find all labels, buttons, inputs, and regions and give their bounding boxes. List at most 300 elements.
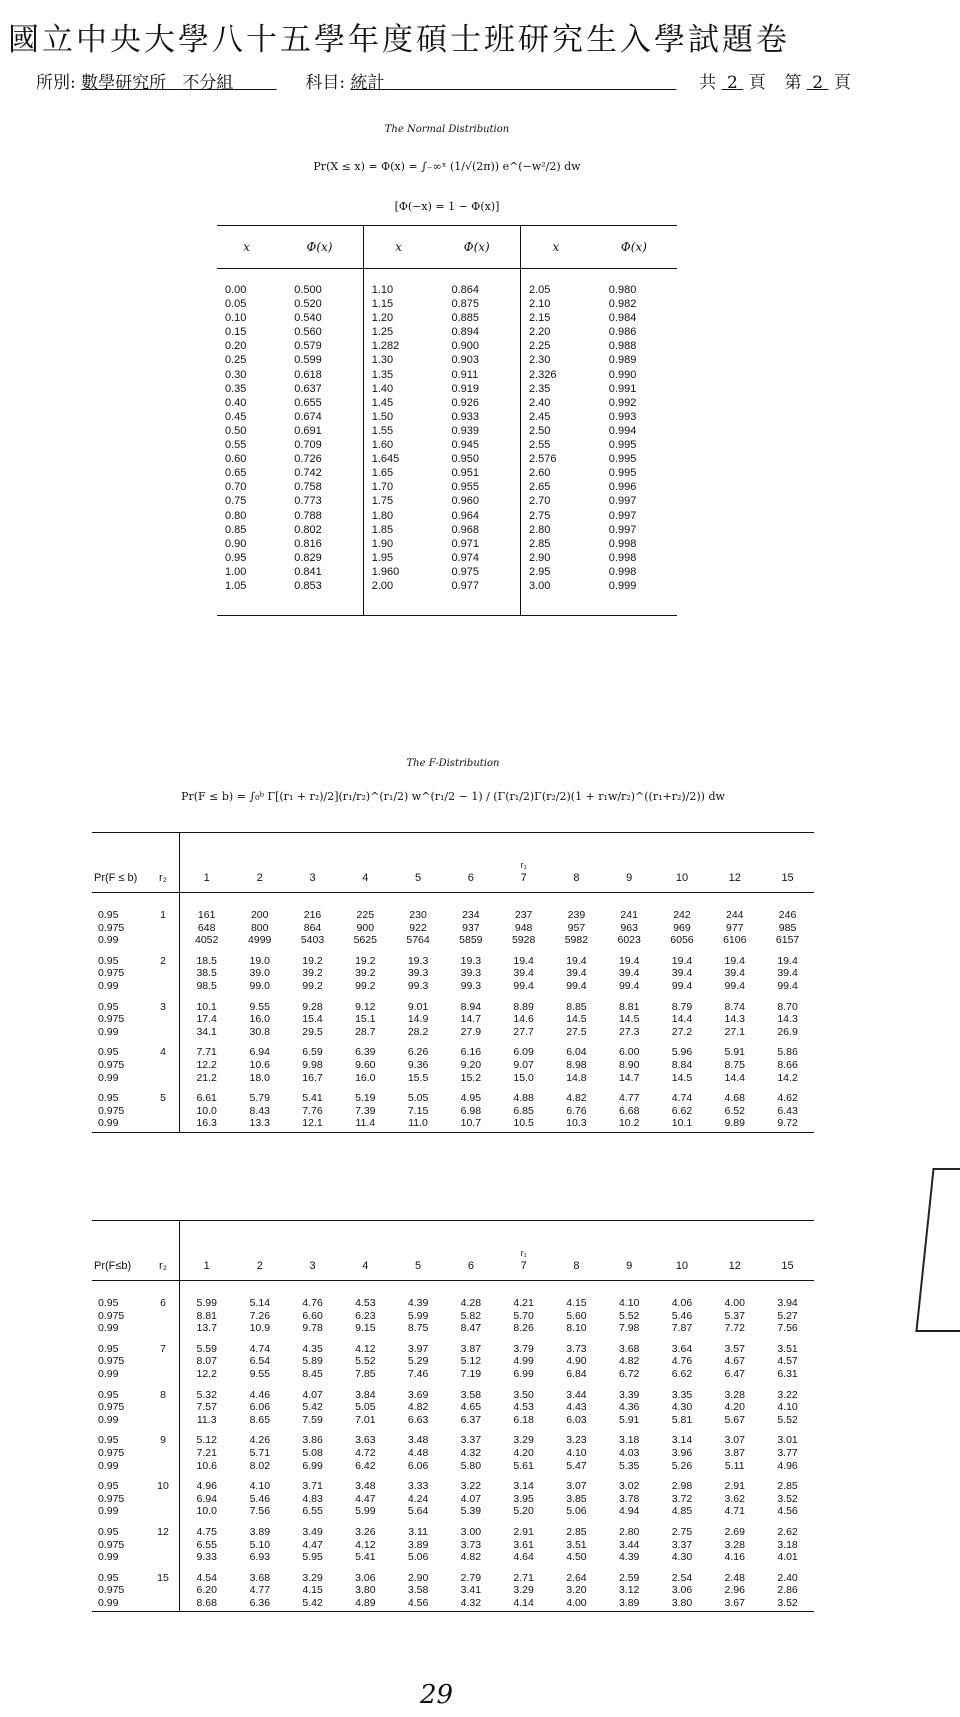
phi-cell: 0.674	[294, 410, 322, 423]
phi-cell: 0.540	[294, 312, 322, 325]
f-value: 8.94	[460, 1000, 482, 1013]
f-value-cell	[339, 1337, 392, 1383]
f-value-cell	[180, 893, 234, 949]
f-value: 7.71	[196, 1046, 217, 1059]
phi-cell: 0.989	[608, 354, 637, 367]
f-value: 5.12	[460, 1355, 482, 1368]
f-value: 5.52	[777, 1413, 798, 1426]
head-r1-value: 9	[626, 1260, 633, 1272]
f-value: 4.54	[196, 1571, 217, 1584]
phi-cell: 0.933	[451, 410, 480, 423]
x-cell: 2.65	[521, 480, 591, 494]
f-value: 8.07	[196, 1355, 217, 1368]
head-r1-col	[603, 1221, 656, 1281]
f-value: 5.19	[355, 1092, 376, 1105]
f-value: 3.37	[460, 1434, 482, 1447]
f-value-cell	[392, 893, 445, 949]
f-block-row	[92, 1474, 814, 1520]
phi-cell: 0.993	[608, 410, 637, 423]
f-value: 3.84	[355, 1388, 376, 1401]
f-value: 10.1	[196, 1000, 217, 1013]
phi-cell: 0.995	[608, 453, 637, 466]
head-r1-col	[761, 833, 814, 893]
f-value: 8.43	[249, 1104, 270, 1117]
f-value: 4.82	[407, 1401, 429, 1414]
head-r1-value: 12	[728, 1260, 741, 1272]
f-value: 4.53	[355, 1297, 376, 1309]
f-value: 8.89	[513, 1000, 534, 1013]
f-value: 2.91	[513, 1525, 534, 1538]
phi-cell: 0.903	[451, 354, 480, 367]
f-value: 7.85	[355, 1367, 376, 1380]
f-value: 4.10	[249, 1480, 271, 1493]
f-value: 19.0	[249, 954, 270, 967]
f-value: 12.2	[196, 1367, 217, 1380]
f-value: 6157	[775, 934, 800, 947]
prob-value: 0.975	[98, 1355, 125, 1368]
f-value: 6.61	[196, 1092, 217, 1105]
stamp-mark	[915, 1168, 960, 1332]
f-value: 39.4	[777, 967, 798, 980]
f-value: 99.3	[407, 979, 429, 992]
f-value: 246	[778, 909, 797, 921]
f-value-cell	[603, 995, 656, 1041]
normal-row	[217, 353, 677, 367]
page-mark: 29	[420, 1680, 454, 1710]
f-value: 39.4	[513, 967, 534, 980]
f-value: 3.29	[513, 1434, 534, 1447]
x-cell: 2.85	[521, 537, 591, 551]
f-value: 8.26	[513, 1322, 534, 1335]
f-value: 7.76	[302, 1104, 323, 1117]
f-value-cell	[497, 1281, 550, 1337]
x-cell: 1.645	[363, 452, 433, 466]
f-value: 3.77	[777, 1446, 798, 1459]
x-cell: 0.10	[225, 312, 247, 325]
f-value: 9.78	[302, 1322, 323, 1335]
f-value-cell	[392, 1566, 445, 1612]
f-value: 6.72	[618, 1367, 640, 1380]
f-value-cell	[392, 1040, 445, 1086]
head-r2: r₂	[147, 1221, 180, 1281]
f-value-cell	[550, 1520, 603, 1566]
x-cell: 2.326	[521, 368, 591, 382]
normal-row	[217, 480, 677, 494]
phi-cell: 0.988	[608, 340, 637, 353]
f-value: 4.46	[249, 1388, 271, 1401]
f-value: 9.20	[460, 1058, 482, 1071]
f-value: 6.39	[355, 1046, 376, 1059]
f-value: 2.54	[671, 1571, 693, 1584]
f-value: 4.32	[460, 1446, 482, 1459]
f-value-cell	[603, 1474, 656, 1520]
f-value: 244	[725, 909, 744, 921]
phi-cell: 0.982	[608, 298, 637, 311]
f-value: 4.12	[355, 1342, 376, 1355]
f-value: 38.5	[196, 967, 217, 980]
prob-cell	[92, 1566, 147, 1612]
f-value: 99.2	[355, 979, 376, 992]
f-value: 6.63	[407, 1413, 429, 1426]
x-cell: 0.60	[225, 453, 247, 466]
f-value: 3.23	[566, 1434, 587, 1447]
phi-cell: 0.894	[451, 326, 480, 339]
phi-cell: 0.816	[294, 537, 322, 550]
head-r1-value: 3	[309, 1260, 316, 1272]
f-value-cell	[708, 1383, 761, 1429]
f-value: 3.22	[460, 1480, 482, 1493]
f-value: 3.89	[249, 1525, 271, 1538]
f-value: 2.40	[777, 1571, 798, 1584]
f-value: 2.80	[618, 1525, 640, 1538]
f-value: 4.28	[460, 1297, 482, 1309]
f-value: 5.29	[407, 1355, 429, 1368]
f-value: 8.81	[196, 1309, 217, 1322]
f-value: 3.86	[302, 1434, 323, 1447]
x-cell: 0.00	[225, 284, 247, 296]
r2-cell: 10	[147, 1474, 180, 1520]
f-value: 5.59	[196, 1342, 217, 1355]
normal-body	[217, 269, 677, 616]
f-value: 4.76	[671, 1355, 693, 1368]
f-value: 8.70	[777, 1000, 798, 1013]
f-value: 9.98	[302, 1058, 323, 1071]
f-value: 3.72	[671, 1492, 693, 1505]
head-r1-col	[392, 1221, 445, 1281]
f-value-cell	[708, 1337, 761, 1383]
f-value: 3.80	[355, 1584, 376, 1597]
phi-cell: 0.996	[608, 481, 637, 494]
prob-cell	[92, 1086, 147, 1132]
f-value: 99.2	[302, 979, 323, 992]
f-block-row	[92, 1281, 814, 1337]
f-value: 3.51	[566, 1538, 587, 1551]
f-value: 900	[356, 921, 375, 934]
normal-row	[217, 339, 677, 353]
f-value: 225	[356, 909, 375, 921]
f-value: 4.30	[671, 1551, 693, 1564]
f-value: 14.5	[671, 1071, 693, 1084]
f-value: 3.28	[724, 1388, 745, 1401]
f-value: 13.3	[249, 1117, 270, 1130]
x-cell: 0.20	[225, 340, 247, 353]
f-value: 4.67	[724, 1355, 745, 1368]
f-value-cell	[603, 1383, 656, 1429]
f-value: 15.2	[460, 1071, 482, 1084]
x-cell: 2.40	[521, 396, 591, 410]
phi-cell: 0.599	[294, 354, 322, 367]
x-cell: 1.35	[363, 368, 433, 382]
f-block-row	[92, 949, 814, 995]
f-value: 39.2	[355, 967, 376, 980]
f-block-row	[92, 1040, 814, 1086]
f-value: 5.99	[407, 1309, 429, 1322]
f-value-cell	[444, 995, 497, 1041]
normal-row	[217, 509, 677, 523]
f-value: 4.15	[566, 1297, 587, 1309]
f-value: 4.72	[355, 1446, 376, 1459]
f-value: 4.99	[513, 1355, 534, 1368]
f-value: 14.4	[724, 1071, 745, 1084]
x-cell: 2.75	[521, 509, 591, 523]
phi-cell: 0.841	[294, 565, 322, 578]
f-value: 34.1	[196, 1025, 217, 1038]
f-value-cell	[339, 1520, 392, 1566]
f-value: 4.32	[460, 1596, 482, 1609]
f-value-cell	[656, 1281, 709, 1337]
f-value: 9.12	[355, 1000, 376, 1013]
f-value: 239	[567, 909, 586, 921]
f-block-row	[92, 1566, 814, 1612]
f-value: 8.84	[671, 1058, 693, 1071]
f-value: 5.42	[302, 1596, 323, 1609]
f-value-cell	[233, 1474, 286, 1520]
r2-cell: 2	[147, 949, 180, 995]
f-value: 2.79	[460, 1571, 482, 1584]
f-value: 3.80	[671, 1596, 693, 1609]
phi-cell: 0.500	[294, 284, 322, 296]
f-value: 5.05	[407, 1092, 429, 1105]
f-value: 7.98	[618, 1322, 640, 1335]
f-value: 4.12	[355, 1538, 376, 1551]
r2-cell: 9	[147, 1428, 180, 1474]
f-value: 14.6	[513, 1013, 534, 1026]
x-cell: 1.85	[363, 523, 433, 537]
f-value: 3.63	[355, 1434, 376, 1447]
f-value: 8.81	[618, 1000, 640, 1013]
exam-meta	[36, 68, 851, 93]
r2-cell: 12	[147, 1520, 180, 1566]
f-value-cell	[708, 893, 761, 949]
normal-row	[217, 537, 677, 551]
f-value: 5764	[406, 934, 430, 947]
phi-cell: 0.950	[451, 453, 480, 466]
f-value: 6.76	[566, 1104, 587, 1117]
f-value-cell	[708, 1281, 761, 1337]
x-cell: 1.15	[363, 297, 433, 311]
f-block-row	[92, 893, 814, 949]
f-value: 3.48	[407, 1434, 429, 1447]
f-value: 3.89	[407, 1538, 429, 1551]
f-value: 9.55	[249, 1000, 270, 1013]
f-value-cell	[656, 1040, 709, 1086]
f-value-cell	[392, 1337, 445, 1383]
f-value: 3.95	[513, 1492, 534, 1505]
f-value-cell	[339, 893, 392, 949]
head-r1-value: 2	[256, 872, 263, 884]
dept-value: 數學研究所 不分組	[81, 73, 234, 93]
dept-label: 所別:	[36, 73, 76, 93]
f-value: 3.87	[724, 1446, 745, 1459]
x-cell: 1.95	[363, 551, 433, 565]
f-value: 5625	[353, 934, 377, 947]
f-value: 5.27	[777, 1309, 798, 1322]
f-value: 3.41	[460, 1584, 482, 1597]
f-value-cell	[550, 1040, 603, 1086]
f-value-cell	[286, 1281, 339, 1337]
f-value-cell	[445, 1474, 498, 1520]
total-label: 共	[699, 73, 717, 93]
f-value: 8.65	[249, 1413, 271, 1426]
prob-value: 0.95	[98, 1434, 119, 1447]
f-value: 200	[250, 909, 269, 921]
x-cell: 0.35	[225, 382, 247, 395]
x-cell: 2.80	[521, 523, 591, 537]
normal-row	[217, 438, 677, 452]
f-value-cell	[761, 1474, 814, 1520]
f-value: 39.2	[302, 967, 323, 980]
f-title: The F-Distribution	[406, 758, 500, 769]
f-value: 4.56	[407, 1596, 429, 1609]
f-value: 3.50	[513, 1388, 534, 1401]
f-value: 99.4	[777, 979, 798, 992]
f-value: 3.29	[302, 1571, 323, 1584]
f-value: 3.35	[671, 1388, 693, 1401]
f-value: 7.19	[460, 1367, 482, 1380]
f-value-cell	[180, 1086, 234, 1132]
normal-row	[217, 452, 677, 466]
f-value: 14.5	[566, 1013, 587, 1026]
f-value: 230	[409, 909, 427, 921]
head-r1-col	[603, 833, 656, 893]
head-r1-col	[286, 1221, 339, 1281]
phi-cell: 0.637	[294, 382, 322, 395]
f-value: 15.0	[513, 1071, 534, 1084]
f-value: 5.91	[618, 1413, 640, 1426]
f-value: 27.9	[460, 1025, 482, 1038]
f-value-cell	[339, 949, 392, 995]
f-value-cell	[497, 1474, 550, 1520]
head-r1-col	[497, 833, 550, 893]
prob-value: 0.95	[98, 1092, 119, 1105]
f-value-cell	[180, 949, 234, 995]
x-cell: 1.80	[363, 509, 433, 523]
prob-cell	[92, 1383, 147, 1429]
head-r1-col	[761, 1221, 814, 1281]
head-r1-value: 1	[203, 872, 210, 884]
f-value-cell	[233, 1086, 286, 1132]
phi-cell: 0.951	[451, 467, 480, 480]
f-value: 3.07	[724, 1434, 745, 1447]
normal-row	[217, 297, 677, 311]
f-value-cell	[392, 1086, 445, 1132]
f-value-cell	[497, 1383, 550, 1429]
f-value: 5.71	[249, 1446, 271, 1459]
x-cell: 1.30	[363, 353, 433, 367]
f-value: 4.10	[566, 1446, 587, 1459]
f-value: 4.39	[618, 1551, 640, 1564]
head-prob: Pr(F≤b)	[92, 1221, 147, 1281]
f-value-cell	[445, 1281, 498, 1337]
x-cell: 1.60	[363, 438, 433, 452]
f-value: 5.60	[566, 1309, 587, 1322]
f-value: 7.56	[249, 1505, 271, 1518]
f-block-row	[92, 1383, 814, 1429]
f-value: 6.60	[302, 1309, 323, 1322]
x-cell: 2.576	[521, 452, 591, 466]
phi-cell: 0.960	[451, 495, 480, 508]
phi-cell: 0.560	[294, 326, 322, 339]
f-value: 5.10	[249, 1538, 271, 1551]
x-cell: 1.50	[363, 410, 433, 424]
f-value: 39.0	[249, 967, 270, 980]
f-value: 3.48	[355, 1480, 376, 1493]
f-value: 3.12	[618, 1584, 640, 1597]
head-r1-col	[233, 1221, 286, 1281]
f-value: 3.52	[777, 1492, 798, 1505]
f-value-cell	[392, 1520, 445, 1566]
f-value: 4.07	[302, 1388, 323, 1401]
f-value: 3.57	[724, 1342, 745, 1355]
phi-cell: 0.939	[451, 424, 480, 437]
f-value-cell	[233, 1520, 286, 1566]
page-label: 第	[784, 73, 802, 93]
f-value: 39.4	[566, 967, 587, 980]
f-value: 5.08	[302, 1446, 323, 1459]
f-value: 5.42	[302, 1401, 323, 1414]
f-value: 10.0	[196, 1104, 217, 1117]
f-value: 3.00	[460, 1525, 482, 1538]
f-value-cell	[233, 1566, 286, 1612]
f-value: 3.33	[407, 1480, 429, 1493]
total-pages: 2	[726, 73, 738, 93]
f-value: 14.3	[777, 1013, 798, 1026]
x-cell: 1.45	[363, 396, 433, 410]
page-no: 2	[812, 73, 824, 93]
phi-cell: 0.995	[608, 467, 637, 480]
f-value: 4.36	[618, 1401, 640, 1414]
f-value: 4.10	[777, 1401, 798, 1414]
r2-cell: 8	[147, 1383, 180, 1429]
f-value: 3.61	[513, 1538, 534, 1551]
f-value: 99.4	[724, 979, 745, 992]
head-r1-value: 7	[520, 872, 527, 884]
f-value: 6.93	[249, 1551, 271, 1564]
f-value-cell	[550, 1383, 603, 1429]
f-value: 99.4	[671, 979, 693, 992]
f-value: 5.06	[566, 1505, 587, 1518]
f-value: 3.18	[618, 1434, 640, 1447]
f-value: 2.86	[777, 1584, 798, 1597]
f-value: 14.2	[777, 1071, 798, 1084]
f-value: 2.59	[618, 1571, 640, 1584]
f-value: 4.65	[460, 1401, 482, 1414]
f-value: 4.94	[618, 1505, 640, 1518]
f-value-cell	[550, 1474, 603, 1520]
f-value: 5859	[459, 934, 483, 947]
x-cell: 0.45	[225, 410, 247, 423]
f-value: 3.44	[618, 1538, 640, 1551]
f-value: 26.9	[777, 1025, 798, 1038]
f-value-cell	[550, 1281, 603, 1337]
f-value-cell	[497, 1086, 550, 1132]
x-cell: 2.70	[521, 494, 591, 508]
f-value: 5403	[300, 934, 325, 947]
f-value: 241	[620, 909, 638, 921]
head-r1-col	[708, 833, 761, 893]
normal-note: [Φ(−x) = 1 − Φ(x)]	[394, 200, 500, 213]
f-value: 5.99	[355, 1505, 376, 1518]
f-value: 39.3	[407, 967, 429, 980]
f-value: 10.6	[249, 1058, 270, 1071]
head-r1-col	[550, 1221, 603, 1281]
f-value: 5.67	[724, 1413, 745, 1426]
x-cell: 2.45	[521, 410, 591, 424]
f-value-cell	[339, 1086, 392, 1132]
f-value-cell	[392, 995, 445, 1041]
f-value: 4.83	[302, 1492, 323, 1505]
f-value: 7.26	[249, 1309, 271, 1322]
